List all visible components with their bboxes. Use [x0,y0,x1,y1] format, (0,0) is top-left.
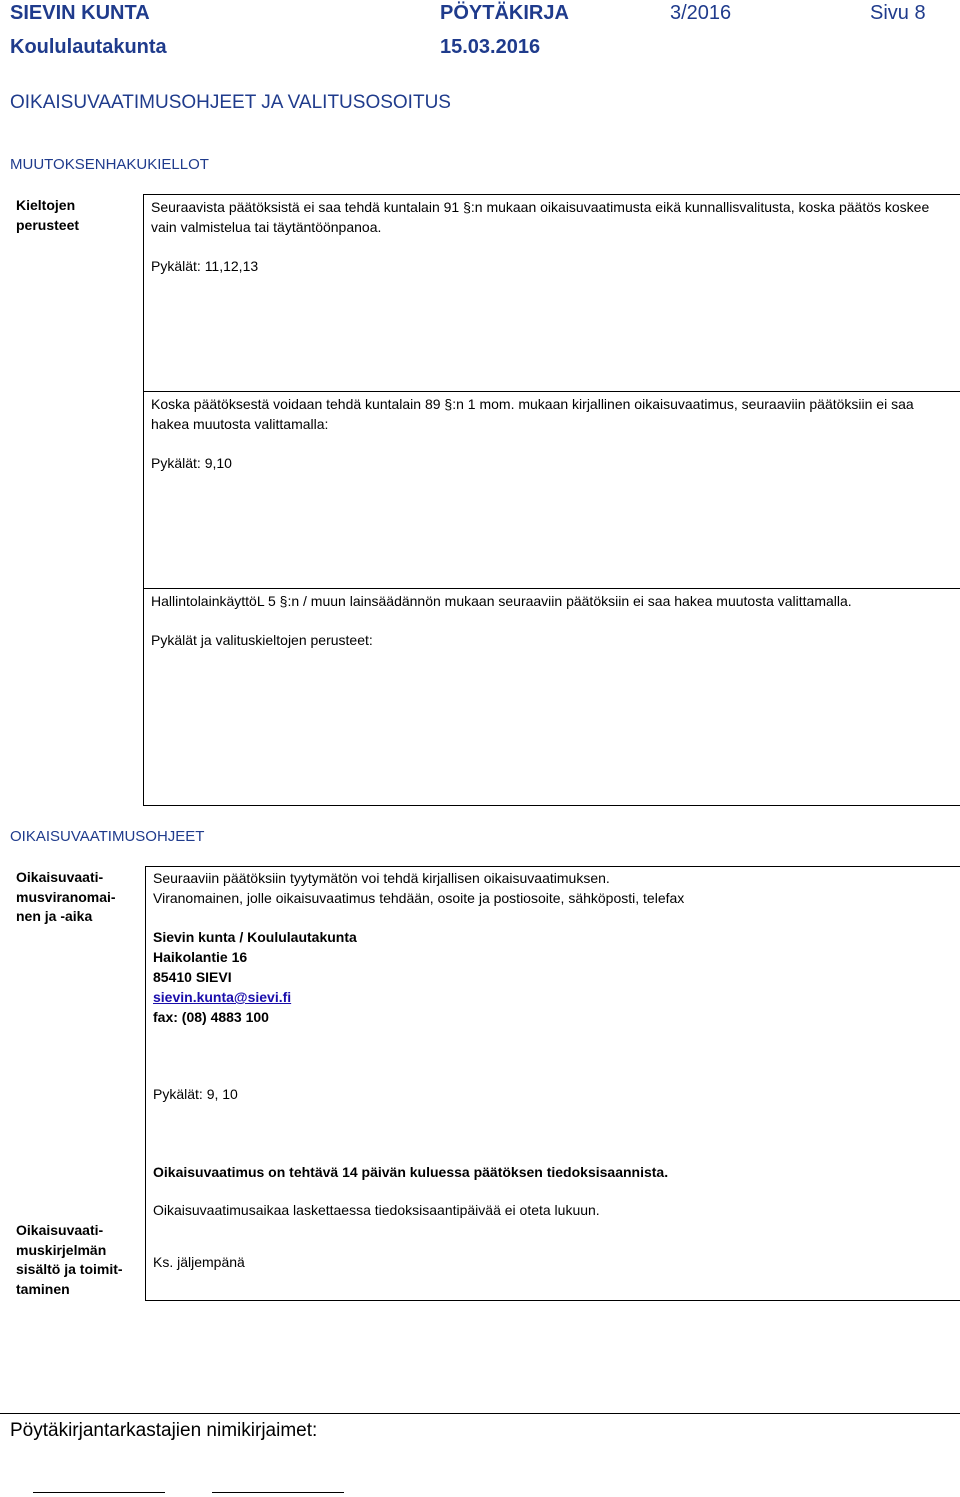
meeting-date: 15.03.2016 [440,36,541,58]
instructions-pykalat: Pykälät: 9, 10 [153,1086,238,1102]
authority-street: Haikolantie 16 [153,949,248,965]
block1-pykalat: Pykälät: 11,12,13 [151,258,259,274]
section-heading-instructions: OIKAISUVAATIMUSOHJEET [10,828,205,845]
divider-1 [143,391,960,392]
signature-label: Pöytäkirjantarkastajien nimikirjaimet: [10,1420,318,1441]
org-name: SIEVIN KUNTA [10,2,150,24]
footer-divider [0,1413,960,1414]
frame-top-1 [143,194,960,195]
block2-text: Koska päätöksestä voidaan tehdä kuntalain 89 §:n 1 mom. mukaan kirjallinen oikaisuvaatimus, seuraaviin päätöksiin ei saa hakea muutosta valittamalla: [151,396,914,432]
authority-fax: fax: (08) 4883 100 [153,1009,269,1025]
frame-left-1 [143,194,144,805]
block2-pykalat: Pykälät: 9,10 [151,455,232,471]
block3-pykalat: Pykälät ja valituskieltojen perusteet: [151,632,373,648]
label-restriction-grounds: Kieltojen perusteet [16,197,80,233]
instructions-intro: Seuraaviin päätöksiin tyytymätön voi tehdä kirjallisen oikaisuvaatimuksen. Viranomainen, jolle oikaisuvaatimus tehdään, osoite ja postiosoite, sähköposti, telefax [153,870,685,906]
content-reference: Ks. jäljempänä [153,1254,245,1270]
deadline-note: Oikaisuvaatimusaikaa laskettaessa tiedoksisaantipäivää ei oteta lukuun. [153,1202,600,1218]
label-claim-content: Oikaisuvaati- muskirjelmän sisältö ja toimit- taminen [16,1222,123,1297]
doc-type: PÖYTÄKIRJA [440,2,569,24]
frame-bottom-1 [143,805,960,806]
authority-postal: 85410 SIEVI [153,969,232,985]
deadline-statement: Oikaisuvaatimus on tehtävä 14 päivän kuluessa päätöksen tiedoksisaannista. [153,1164,669,1180]
frame-top-2 [145,866,960,867]
divider-2 [143,588,960,589]
authority-address [153,927,357,1027]
committee-name: Koululautakunta [10,36,167,58]
section-heading-restrictions: MUUTOKSENHAKUKIELLOT [10,156,209,173]
page-number: Sivu 8 [870,2,926,24]
frame-left-2 [145,866,146,1300]
page-title: OIKAISUVAATIMUSOHJEET JA VALITUSOSOITUS [10,92,451,113]
label-authority-time: Oikaisuvaati- musviranomai- nen ja -aika [16,869,116,924]
authority-name: Sievin kunta / Koululautakunta [153,929,357,945]
doc-number: 3/2016 [670,2,732,24]
signature-line-2 [212,1492,344,1493]
authority-email-link[interactable]: sievin.kunta@sievi.fi [153,989,292,1005]
signature-line-1 [33,1492,165,1493]
frame-bottom-2 [145,1300,960,1301]
block3-text: HallintolainkäyttöL 5 §:n / muun lainsäädännön mukaan seuraaviin päätöksiin ei saa hakea muutosta valittamalla. [151,593,852,609]
block1-text: Seuraavista päätöksistä ei saa tehdä kuntalain 91 §:n mukaan oikaisuvaatimusta eikä kunnallisvalitusta, koska päätös koskee vain valmistelua tai täytäntöönpanoa. [151,199,930,235]
